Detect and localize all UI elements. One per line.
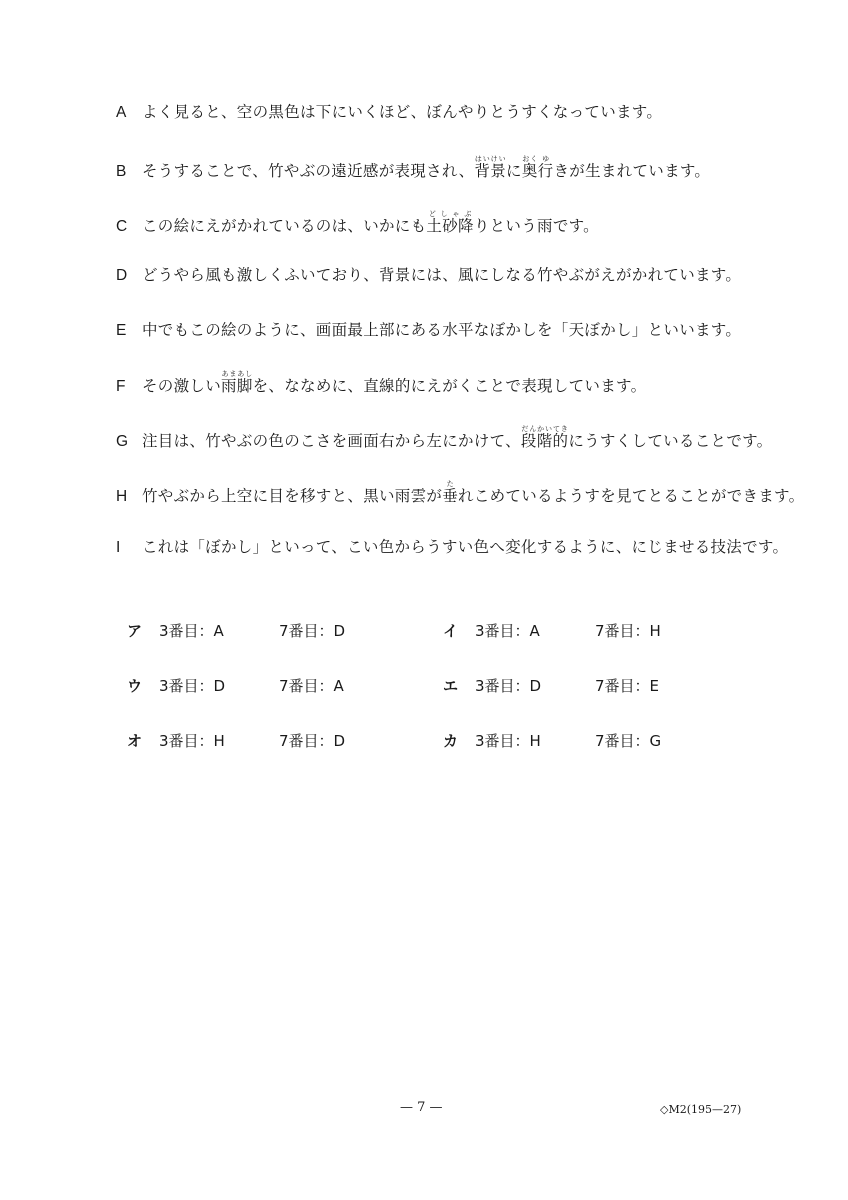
option-label: エ xyxy=(443,677,459,695)
option-seventh: 7番目：E xyxy=(595,677,660,695)
statement-c xyxy=(116,210,599,236)
statement-text: どうやら風も激しくふいており、背景には、風にしなる竹やぶがえがかれています。 xyxy=(142,266,742,284)
page-number: — 7 — xyxy=(400,1100,443,1115)
statement-text: そうすることで、竹やぶの遠近感が表現され、 xyxy=(142,162,475,180)
option-label: ウ xyxy=(127,677,143,695)
option-label: ア xyxy=(127,622,143,640)
option-label: オ xyxy=(127,732,143,750)
statement-text: その激しい xyxy=(142,377,222,395)
statement-a xyxy=(116,100,662,122)
option-label: カ xyxy=(443,732,459,750)
statement-d xyxy=(116,263,741,285)
option-third: 3番目：H xyxy=(159,732,225,750)
statement-label: I xyxy=(116,539,121,556)
statement-text: 注目は、竹やぶの色のこさを画面右から左にかけて、 xyxy=(142,432,521,450)
statement-text: これは「ぼかし」といって、こい色からうすい色へ変化するように、にじませる技法です。 xyxy=(142,538,789,556)
statement-label: G xyxy=(116,433,129,450)
ruby-word: 土砂降どしゃぶ xyxy=(426,210,474,235)
statement-label: F xyxy=(116,378,126,395)
statement-text: にうすくしていることです。 xyxy=(568,432,773,450)
option-seventh: 7番目：A xyxy=(279,677,344,695)
statement-label: H xyxy=(116,488,128,505)
option-ka xyxy=(443,730,661,751)
ruby-word: 雨脚あまあし xyxy=(221,370,253,395)
statement-label: D xyxy=(116,267,128,284)
option-a xyxy=(127,620,345,641)
option-third: 3番目：A xyxy=(475,622,540,640)
statement-text: この絵にえがかれているのは、いかにも xyxy=(142,217,427,235)
option-i xyxy=(443,620,661,641)
document-code: ◇M2(195—27) xyxy=(660,1103,742,1116)
ruby-word: 背景はいけい xyxy=(474,155,507,180)
option-seventh: 7番目：H xyxy=(595,622,661,640)
statement-f xyxy=(116,370,646,396)
statement-text: れこめているようすを見てとることができます。 xyxy=(458,487,805,505)
statement-text: 中でもこの絵のように、画面最上部にある水平なぼかしを「天ぼかし」といいます。 xyxy=(142,321,742,339)
ruby-word: 奥おく xyxy=(521,155,538,180)
statement-text: に xyxy=(506,162,522,180)
statement-label: A xyxy=(116,104,127,121)
option-o xyxy=(127,730,345,751)
statement-text: りという雨です。 xyxy=(473,217,599,235)
statement-text: を、ななめに、直線的にえがくことで表現しています。 xyxy=(252,377,647,395)
option-third: 3番目：D xyxy=(475,677,542,695)
statement-h xyxy=(116,480,804,506)
statement-i xyxy=(116,535,788,557)
option-third: 3番目：A xyxy=(159,622,224,640)
option-seventh: 7番目：G xyxy=(595,732,662,750)
statement-text: よく見ると、空の黒色は下にいくほど、ぼんやりとうすくなっています。 xyxy=(142,103,663,121)
statement-text: 竹やぶから上空に目を移すと、黒い雨雲が xyxy=(142,487,443,505)
statement-e xyxy=(116,318,741,340)
statement-label: C xyxy=(116,218,128,235)
option-third: 3番目：H xyxy=(475,732,541,750)
ruby-word: 行ゆ xyxy=(537,155,554,180)
option-seventh: 7番目：D xyxy=(279,732,346,750)
statement-label: B xyxy=(116,163,127,180)
option-u xyxy=(127,675,344,696)
ruby-word: 段階的だんかいてき xyxy=(520,425,569,450)
statement-label: E xyxy=(116,322,127,339)
statement-b xyxy=(116,155,710,181)
statement-g xyxy=(116,425,772,451)
option-seventh: 7番目：D xyxy=(279,622,346,640)
ruby-word: 垂た xyxy=(442,480,459,505)
option-e xyxy=(443,675,659,696)
option-label: イ xyxy=(443,622,459,640)
option-third: 3番目：D xyxy=(159,677,226,695)
statement-text: きが生まれています。 xyxy=(553,162,711,180)
